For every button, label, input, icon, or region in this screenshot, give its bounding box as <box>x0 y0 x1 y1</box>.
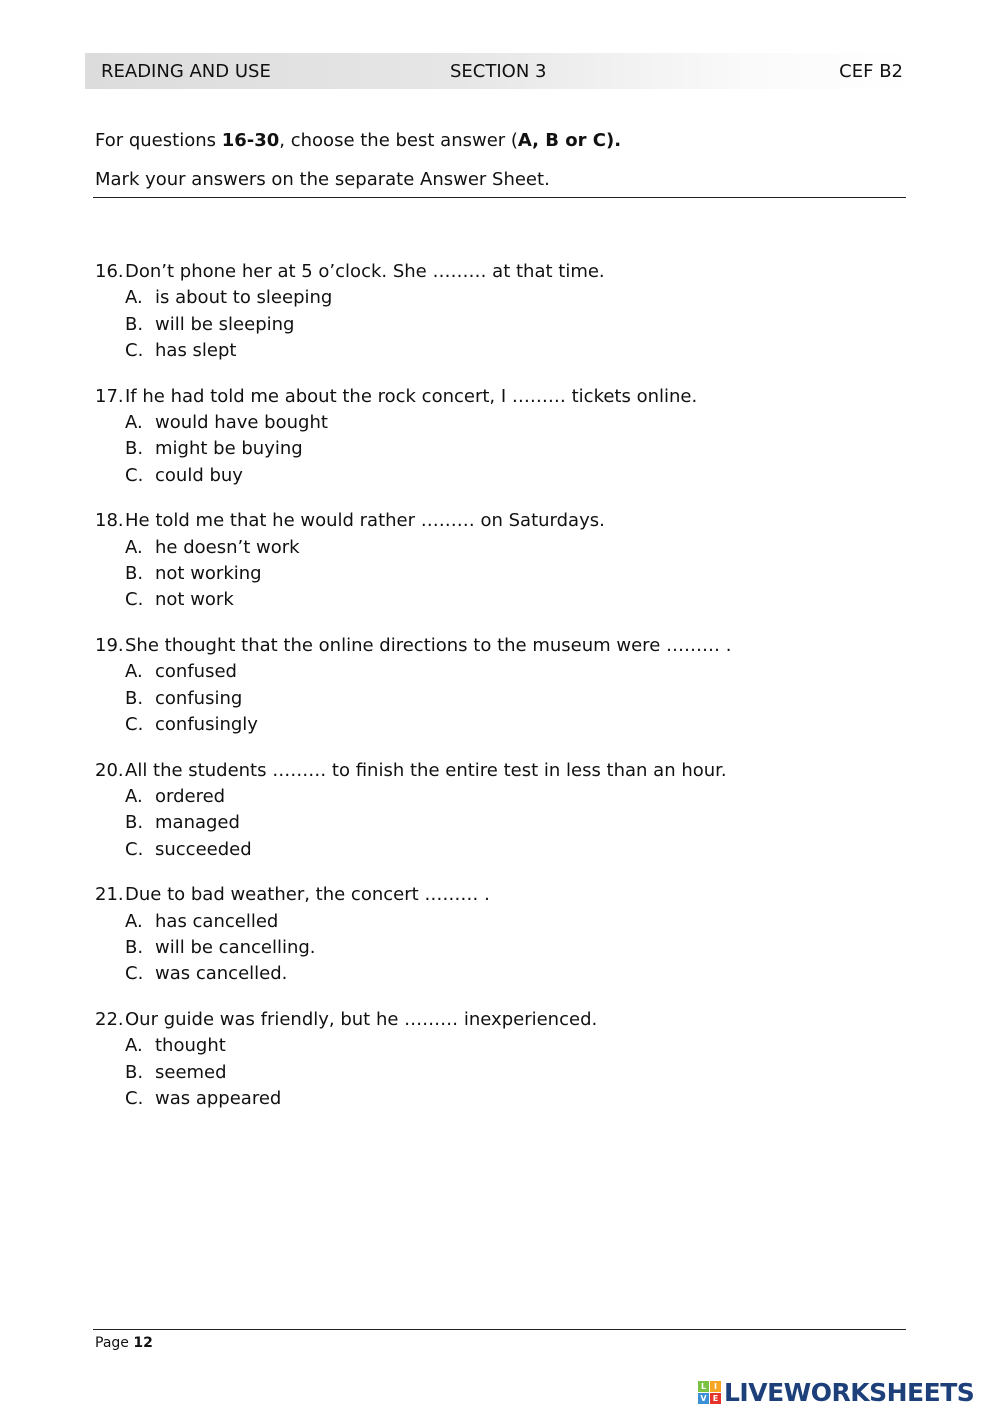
option-text: has slept <box>155 339 237 361</box>
option-text: confusingly <box>155 713 258 735</box>
answer-option[interactable] <box>95 1033 731 1059</box>
option-letter: C. <box>125 1088 144 1110</box>
question-text: Our guide was friendly, but he ……… inexperienced. <box>125 1009 598 1031</box>
option-text: might be buying <box>155 438 303 460</box>
answer-option[interactable] <box>95 535 731 561</box>
answer-option[interactable] <box>95 659 731 685</box>
answer-option[interactable] <box>95 312 731 338</box>
option-letter: A. <box>125 411 143 433</box>
option-letter: A. <box>125 536 143 558</box>
option-text: confusing <box>155 687 243 709</box>
page-label: Page <box>95 1335 134 1351</box>
answer-option[interactable] <box>95 285 731 311</box>
question-number: 19. <box>95 635 124 657</box>
answer-choices: A, B or C). <box>517 130 622 151</box>
option-text: ordered <box>155 786 226 808</box>
page-footer <box>95 1335 153 1351</box>
instruction-text: For questions <box>95 130 222 151</box>
answer-option[interactable] <box>95 784 731 810</box>
option-text: will be sleeping <box>155 313 295 335</box>
option-letter: A. <box>125 661 143 683</box>
option-text: not work <box>155 589 234 611</box>
question-stem <box>95 633 731 659</box>
header-center: SECTION 3 <box>450 61 547 82</box>
question-number: 17. <box>95 385 124 407</box>
answer-option[interactable] <box>95 338 731 364</box>
logo-text: LIVEWORKSHEETS <box>724 1378 975 1407</box>
option-letter: A. <box>125 1035 143 1057</box>
page-header <box>85 53 915 89</box>
question-item <box>95 1007 731 1112</box>
answer-option[interactable] <box>95 463 731 489</box>
question-number: 16. <box>95 261 124 282</box>
answer-option[interactable] <box>95 961 731 987</box>
question-item <box>95 758 731 863</box>
question-text: Due to bad weather, the concert ……… . <box>125 884 490 906</box>
answer-option[interactable] <box>95 935 731 961</box>
question-stem <box>95 882 731 908</box>
page-number: 12 <box>133 1335 153 1351</box>
answer-option[interactable] <box>95 837 731 863</box>
option-letter: C. <box>125 963 144 985</box>
option-text: was cancelled. <box>155 963 288 985</box>
option-letter: B. <box>125 687 144 709</box>
question-item <box>95 384 731 489</box>
option-text: could buy <box>155 464 243 486</box>
option-letter: B. <box>125 562 144 584</box>
question-text: If he had told me about the rock concert, I ……… tickets online. <box>125 385 698 407</box>
question-number: 22. <box>95 1009 124 1031</box>
option-text: will be cancelling. <box>155 937 316 959</box>
question-range: 16-30 <box>221 130 280 151</box>
answer-option[interactable] <box>95 909 731 935</box>
question-stem <box>95 508 731 534</box>
option-text: has cancelled <box>155 910 279 932</box>
option-text: managed <box>155 812 240 834</box>
answer-option[interactable] <box>95 436 731 462</box>
question-text: All the students ……… to finish the entire test in less than an hour. <box>125 759 727 781</box>
option-letter: B. <box>125 438 144 460</box>
liveworksheets-logo <box>698 1378 974 1407</box>
logo-blocks-icon: L I V E <box>698 1381 721 1404</box>
question-stem <box>95 259 731 285</box>
question-text: She thought that the online directions to the museum were ……… . <box>125 635 732 657</box>
header-left: READING AND USE <box>101 61 271 82</box>
footer-divider <box>93 1329 906 1330</box>
question-item <box>95 259 731 364</box>
answer-option[interactable] <box>95 1086 731 1112</box>
option-text: is about to sleeping <box>155 287 333 309</box>
question-stem <box>95 758 731 784</box>
answer-option[interactable] <box>95 410 731 436</box>
question-number: 20. <box>95 759 124 781</box>
question-number: 18. <box>95 510 124 532</box>
divider <box>93 197 906 198</box>
option-text: thought <box>155 1035 226 1057</box>
question-text: He told me that he would rather ……… on Saturdays. <box>125 510 605 532</box>
option-text: confused <box>155 661 237 683</box>
option-letter: C. <box>125 713 144 735</box>
option-letter: A. <box>125 287 143 309</box>
option-letter: B. <box>125 313 144 335</box>
answer-option[interactable] <box>95 810 731 836</box>
option-text: not working <box>155 562 262 584</box>
instruction-line-1 <box>95 130 621 151</box>
option-letter: C. <box>125 339 144 361</box>
option-letter: B. <box>125 937 144 959</box>
option-text: seemed <box>155 1061 227 1083</box>
option-letter: A. <box>125 786 143 808</box>
option-letter: B. <box>125 1061 144 1083</box>
question-item <box>95 633 731 738</box>
instruction-text: , choose the best answer ( <box>279 130 518 151</box>
header-right: CEF B2 <box>839 61 903 82</box>
option-letter: C. <box>125 589 144 611</box>
question-number: 21. <box>95 884 124 906</box>
option-text: succeeded <box>155 838 252 860</box>
question-stem <box>95 1007 731 1033</box>
option-letter: C. <box>125 464 144 486</box>
option-letter: B. <box>125 812 144 834</box>
instruction-line-2: Mark your answers on the separate Answer Sheet. <box>95 169 550 190</box>
answer-option[interactable] <box>95 587 731 613</box>
option-text: was appeared <box>155 1088 282 1110</box>
option-text: would have bought <box>155 411 328 433</box>
answer-option[interactable] <box>95 561 731 587</box>
question-text: Don’t phone her at 5 o’clock. She ……… at that time. <box>125 261 605 282</box>
question-item <box>95 882 731 987</box>
answer-option[interactable] <box>95 686 731 712</box>
question-list <box>95 259 731 1132</box>
question-stem <box>95 384 731 410</box>
question-item <box>95 508 731 613</box>
option-letter: C. <box>125 838 144 860</box>
answer-option[interactable] <box>95 1060 731 1086</box>
answer-option[interactable] <box>95 712 731 738</box>
option-letter: A. <box>125 910 143 932</box>
option-text: he doesn’t work <box>155 536 300 558</box>
